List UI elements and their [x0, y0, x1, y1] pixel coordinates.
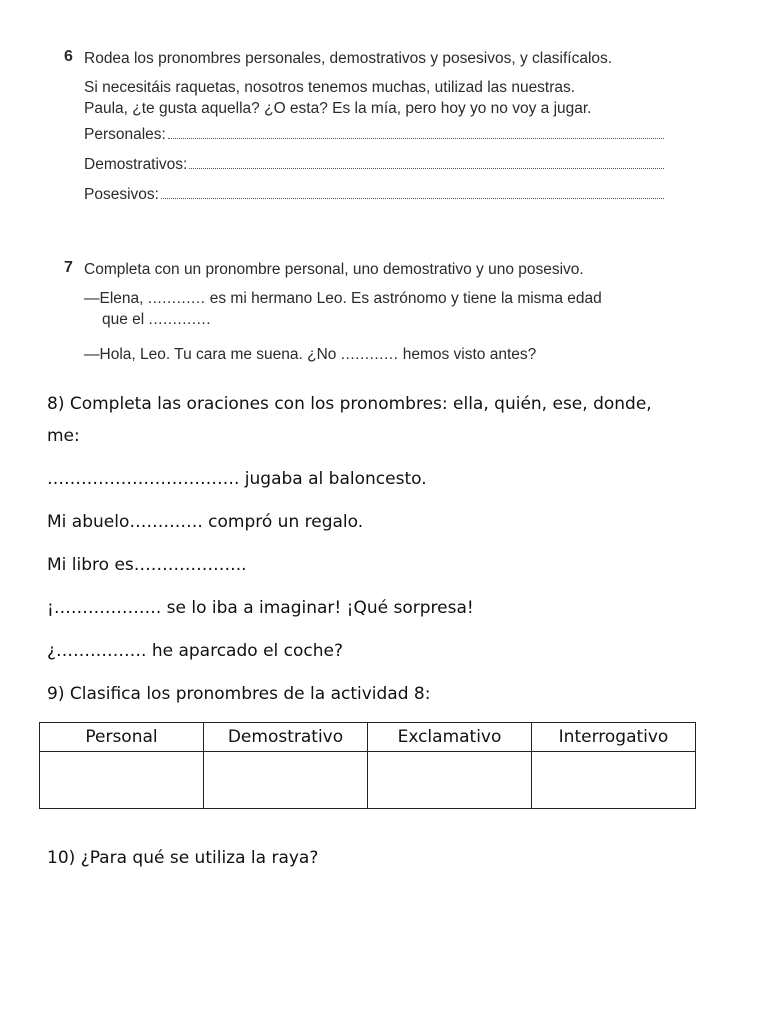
- personales-answer-line[interactable]: [168, 125, 664, 139]
- posesivos-answer-line[interactable]: [161, 185, 664, 199]
- exercise-7-line-2: [102, 309, 664, 330]
- posesivos-label: Posesivos:: [84, 186, 159, 203]
- personales-line: [84, 125, 664, 155]
- exercise-7-line-3: [84, 344, 664, 365]
- exercise-7-number: 7: [64, 259, 73, 276]
- exercise-8-sentence-5[interactable]: ¿……………. he aparcado el coche?: [47, 641, 344, 661]
- exercise-6-number: 6: [64, 48, 73, 65]
- header-personal: Personal: [40, 723, 204, 752]
- exercise-8-sentence-1[interactable]: ……………………………. jugaba al baloncesto.: [47, 469, 427, 489]
- exercise-10-title: 10) ¿Para qué se utiliza la raya?: [47, 848, 319, 868]
- exercise-8: [47, 388, 727, 721]
- exercise-7-line-1: [84, 288, 664, 309]
- header-exclamativo: Exclamativo: [368, 723, 532, 752]
- cell-exclamativo[interactable]: [368, 752, 532, 809]
- cell-personal[interactable]: [40, 752, 204, 809]
- exercise-8-sentence-2[interactable]: Mi abuelo…………. compró un regalo.: [47, 512, 364, 532]
- exercise-6-text: [84, 77, 664, 119]
- exercise-8-sentence-3[interactable]: Mi libro es………………..: [47, 555, 247, 575]
- dialogue-text: es mi hermano Leo. Es astrónomo y tiene la misma edad: [205, 290, 602, 307]
- blank-2[interactable]: ............: [148, 311, 207, 328]
- exercise-8-title-line-1: 8) Completa las oraciones con los pronombres: ella, quién, ese, donde,: [47, 394, 652, 414]
- personales-label: Personales:: [84, 126, 166, 143]
- demostrativos-label: Demostrativos:: [84, 156, 188, 173]
- demostrativos-line: [84, 155, 664, 185]
- blank-1[interactable]: ............: [147, 290, 206, 307]
- exercise-6-text-line-2: Paula, ¿te gusta aquella? ¿O esta? Es la mía, pero hoy yo no voy a jugar.: [84, 100, 592, 117]
- blank-3[interactable]: ............: [340, 346, 399, 363]
- exercise-6-instruction: Rodea los pronombres personales, demostrativos y posesivos, y clasifícalos.: [84, 50, 613, 67]
- exercise-9-title: 9) Clasifica los pronombres de la actividad 8:: [47, 684, 431, 704]
- table-row: [40, 752, 696, 809]
- header-interrogativo: Interrogativo: [532, 723, 696, 752]
- exercise-7-instruction: Completa con un pronombre personal, uno demostrativo y uno posesivo.: [84, 261, 584, 278]
- dialogue-text: hemos visto antes?: [398, 346, 537, 363]
- cell-demostrativo[interactable]: [204, 752, 368, 809]
- dialogue-text: que el: [102, 311, 149, 328]
- cell-interrogativo[interactable]: [532, 752, 696, 809]
- table-header-row: [40, 723, 696, 752]
- exercise-6-text-line-1: Si necesitáis raquetas, nosotros tenemos muchas, utilizad las nuestras.: [84, 79, 576, 96]
- exercise-7: [64, 259, 664, 365]
- exercise-8-title-line-2: me:: [47, 426, 80, 446]
- dialogue-text: .: [206, 311, 211, 328]
- demostrativos-answer-line[interactable]: [189, 155, 664, 169]
- dialogue-text: —Elena,: [84, 290, 148, 307]
- dialogue-text: —Hola, Leo. Tu cara me suena. ¿No: [84, 346, 341, 363]
- exercise-8-sentence-4[interactable]: ¡………………. se lo iba a imaginar! ¡Qué sorpresa!: [47, 598, 474, 618]
- exercise-6: [64, 48, 664, 215]
- header-demostrativo: Demostrativo: [204, 723, 368, 752]
- posesivos-line: [84, 185, 664, 215]
- classification-table: [39, 722, 696, 809]
